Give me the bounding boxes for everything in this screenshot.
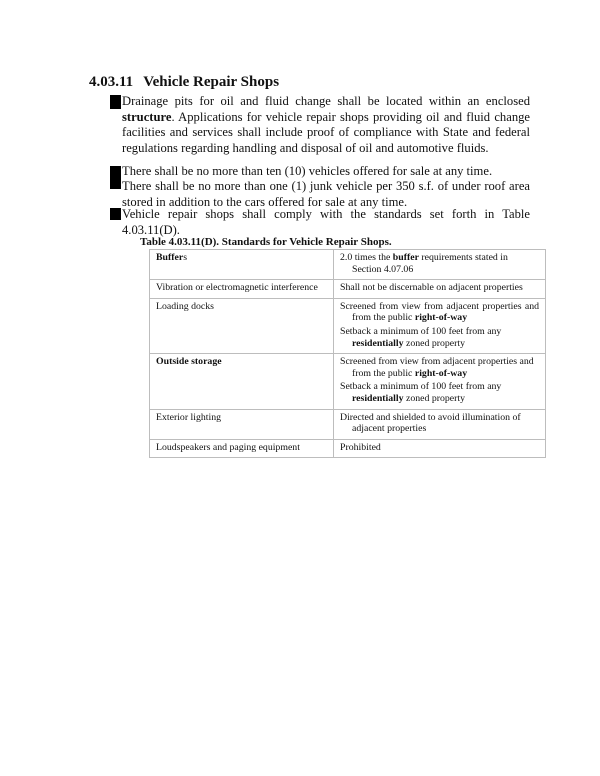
- table-cell-label: Exterior lighting: [150, 409, 334, 439]
- table-cell-label: [150, 250, 334, 280]
- bullet-marker-1: [110, 95, 121, 109]
- residentially-term: residentially: [352, 392, 404, 404]
- buffers-label-bold: Buffer: [156, 252, 184, 263]
- outside-storage-label: Outside storage: [156, 356, 222, 368]
- paragraph-standards-reference: [122, 207, 530, 238]
- loading-docks-screen-text: Screened from view from adjacent properties and from the public: [340, 300, 539, 324]
- paragraph-standards-reference-text: Vehicle repair shops shall comply with the standards set forth in Table 4.03.11(D).: [122, 207, 530, 237]
- table-cell-value: [334, 298, 546, 353]
- vibration-value-text: Shall not be discernable on adjacent properties: [340, 282, 523, 294]
- section-heading: [89, 74, 279, 91]
- outside-storage-setback-text: Setback a minimum of 100 feet from any: [340, 381, 502, 393]
- loudspeakers-value-text: Prohibited: [340, 441, 381, 453]
- outside-storage-setback-tail: zoned property: [403, 392, 466, 404]
- bullet-marker-4: [110, 208, 121, 220]
- paragraph-drainage-text-2: . Applications for vehicle repair shops providing oil and fluid change facilities and services shall include proof of compliance with State and federal regulations regarding handling and disposal of oil and automotive fluids.: [122, 109, 530, 155]
- paragraph-junk-vehicle-text: There shall be no more than one (1) junk vehicle per 350 s.f. of under roof area stored in addition to the cars offered for sale at any time.: [122, 179, 530, 209]
- table-row: [150, 250, 546, 280]
- paragraph-drainage-text-1: Drainage pits for oil and fluid change shall be located within an enclosed: [122, 94, 530, 108]
- buffers-label-rest: s: [183, 252, 188, 263]
- table-cell-value: [334, 439, 546, 458]
- section-number: 4.03.11: [89, 74, 134, 90]
- bullet-marker-3: [110, 178, 121, 189]
- buffers-value-text-2: requirements stated in Section 4.07.06: [352, 252, 508, 275]
- table-cell-label: Loading docks: [150, 298, 334, 353]
- structure-term: structure: [122, 109, 172, 124]
- table-row: [150, 280, 546, 299]
- loading-docks-setback-text: Setback a minimum of 100 feet from any: [340, 325, 502, 337]
- table-caption: Table 4.03.11(D). Standards for Vehicle Repair Shops.: [140, 236, 392, 248]
- paragraph-vehicle-limit: [122, 164, 530, 180]
- buffer-term: buffer: [392, 252, 419, 263]
- table-row: [150, 409, 546, 439]
- table-cell-value: [334, 354, 546, 409]
- table-cell-value: [334, 250, 546, 280]
- standards-table: [149, 249, 546, 458]
- right-of-way-term: right-of-way: [414, 312, 468, 324]
- residentially-term: residentially: [352, 337, 404, 349]
- table-cell-value: [334, 409, 546, 439]
- paragraph-junk-vehicle: [122, 179, 530, 210]
- outside-storage-screen-text: Screened from view from adjacent properties and from the public: [340, 356, 534, 379]
- loading-docks-setback-tail: zoned property: [403, 337, 466, 349]
- paragraph-drainage: [122, 94, 530, 156]
- buffers-value-text-1: 2.0 times the: [340, 252, 393, 263]
- table-cell-value: [334, 280, 546, 299]
- table-cell-label: [150, 354, 334, 409]
- right-of-way-term: right-of-way: [414, 367, 468, 379]
- exterior-lighting-value-text: Directed and shielded to avoid illumination of adjacent properties: [340, 411, 521, 435]
- paragraph-vehicle-limit-text: There shall be no more than ten (10) vehicles offered for sale at any time.: [122, 164, 493, 178]
- table-cell-label: Vibration or electromagnetic interference: [150, 280, 334, 299]
- table-row: [150, 298, 546, 353]
- table-row: [150, 354, 546, 409]
- table-row: [150, 439, 546, 458]
- table-cell-label: Loudspeakers and paging equipment: [150, 439, 334, 458]
- section-title: Vehicle Repair Shops: [143, 74, 280, 90]
